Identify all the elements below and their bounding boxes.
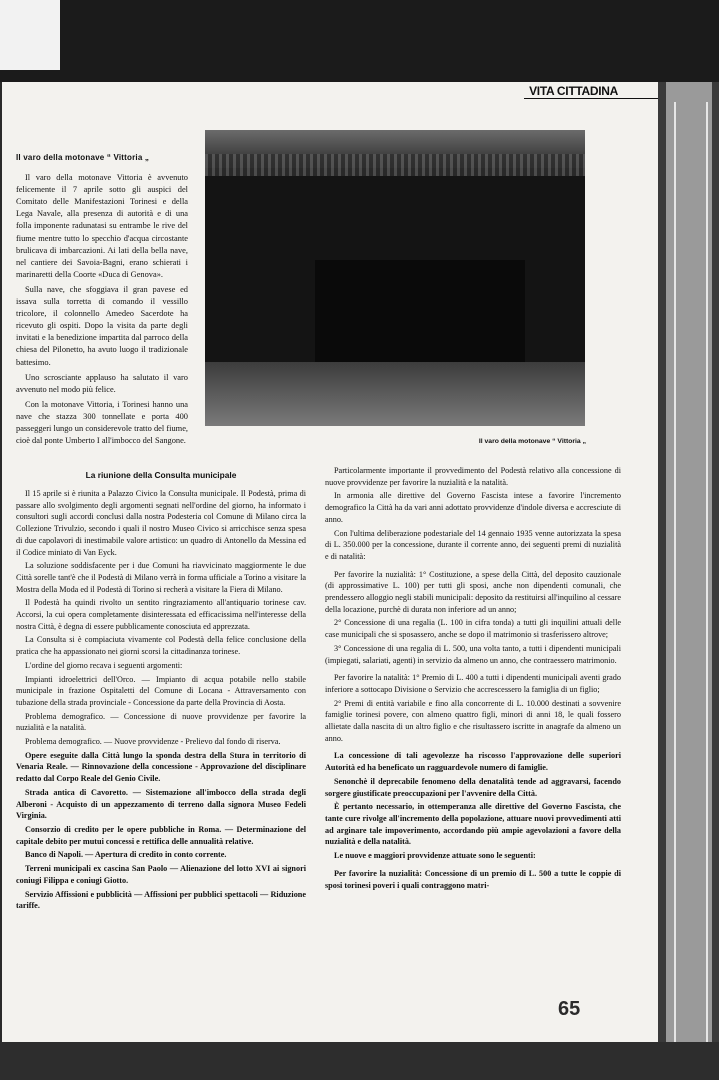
paragraph: Per favorire la nuzialità: Concessione di un premio di L. 500 a tutte le coppie di sposi torinesi poveri i quali contraggono matri- <box>325 868 621 890</box>
agenda-item: Banco di Napoli. — Apertura di credito in conto corrente. <box>25 850 227 860</box>
scan-top-border <box>0 0 719 82</box>
article-varo-title: Il varo della motonave “ Vittoria „ <box>16 153 150 162</box>
scan-bottom-border <box>0 1042 719 1080</box>
paragraph: 2° Concessione di una regalia (L. 100 in cifra tonda) a tutti gli inquilini attuali delle case municipali che si sposassero, anche se dopo il matrimonio si trasferissero altrove; <box>325 618 621 640</box>
article-consulta-left-column <box>16 488 306 914</box>
paragraph: Sulla nave, che sfoggiava il gran pavese ed issava sulla torretta di comando il vessillo tricolore, il colonnello Amedeo Sacerdote ha ricevuto gli ospiti. Dopo la visita da parte degli invitati e la benedizione impartita dal parroco della chiesa del Pilonetto, ha avuto luogo il tradizionale battesimo. <box>16 284 188 367</box>
paragraph: Il Podestà ha quindi rivolto un sentito ringraziamento all'antiquario torinese cav. Accorsi, la cui opera completamente disinteressata ed efficacissima nell'interesse della nostra Città, è degna di essere pubblicamente conosciuta ed apprezzata. <box>16 598 306 631</box>
adjacent-page-edge <box>658 82 719 1080</box>
photo-ground <box>205 362 585 426</box>
paragraph: In armonia alle direttive del Governo Fascista intese a favorire l'incremento demografico la Città ha da vari anni adottato provvidenze d'indole diversa e accresciute di anno. <box>325 491 621 524</box>
paragraph: 2° Premi di entità variabile e fino alla concorrente di L. 10.000 destinati a sovvenire famiglie torinesi povere, con almeno quattro figli, minori di anni 18, le quali fossero allietate dalla nascita di un altro figlio e che risultassero iscritte in anagrafe da almeno un anno. <box>325 698 621 743</box>
paragraph: La soluzione soddisfacente per i due Comuni ha riavvicinato maggiormente le due Città sorelle tant'è che il Podestà di Milano verrà in forma ufficiale a Torino a visitare la Mostra della Moda ed il Podestà di Torino si recherà a visitare la Fiera di Milano. <box>16 561 306 594</box>
paragraph: La concessione di tali agevolezze ha riscosso l'approvazione delle superiori Autorità ed ha beneficato un ragguardevole numero di famiglie. <box>325 751 621 773</box>
paragraph: Il 15 aprile si è riunita a Palazzo Civico la Consulta municipale. Il Podestà, prima di passare allo svolgimento degli argomenti segnati nell'ordine del giorno, ha informato i consultori sugli accordi conclusi dalla nostra Podesteria col Comune di Milano circa la Collezione Trivulzio, secondo i quali il nostro Museo Civico si arricchisce senza spesa di due capolavori di inestimabile valore artistico: un quadro di Antonello da Messina ed il Codice miniato di Van Eyck. <box>16 489 306 557</box>
section-header: VITA CITTADINA <box>529 84 618 98</box>
paragraph: Particolarmente importante il provvedimento del Podestà relativo alla concessione di nuove provvidenze per favorire la nuzialità e la natalità. <box>325 466 621 487</box>
paragraph: Con la motonave Vittoria, i Torinesi hanno una nave che stazza 300 tonnellate e porta 400 passeggeri lungo un considerevole tratto del fiume, cioè dal ponte Umberto I all'imbocco del Sangone. <box>16 399 188 446</box>
article-consulta-right-column <box>325 465 621 893</box>
paragraph: 3° Concessione di una regalia di L. 500, una volta tanto, a tutti i dipendenti municipali (impiegati, salariati, agenti) in servizio da almeno un anno, che contraessero matrimonio. <box>325 643 621 665</box>
agenda-item: Impianti idroelettrici dell'Orco. — Impianto di acqua potabile nello stabile municipale in frazione Ospitaletti del Comune di Locana - Attraversamento con tubazione della strada provinciale - Concessione da parte della Provincia di Aosta. <box>16 674 306 707</box>
paragraph: È pertanto necessario, in ottemperanza alle direttive del Governo Fascista, che tante cure rivolge all'incremento della popolazione, attuare nuovi provvedimenti atti ad arginare tale impoverimento, accordando più ampie agevolazioni a favore della nuzialità e della natalità. <box>325 802 621 847</box>
magazine-page <box>2 82 658 1042</box>
photo-caption: Il varo della motonave “ Vittoria „ <box>478 438 586 445</box>
agenda-item: Problema demografico. — Nuove provvidenze - Prelievo dal fondo di riserva. <box>25 737 281 747</box>
paragraph: Le nuove e maggiori provvidenze attuate sono le seguenti: <box>334 851 536 861</box>
paragraph: Senonchè il deprecabile fenomeno della denatalità tende ad aggravarsi, facendo sorgere giustificate preoccupazioni per l'avvenire della Città. <box>325 776 621 798</box>
article-varo <box>16 152 188 450</box>
agenda-item: Servizio Affissioni e pubblicità — Affissioni per pubblici spettacoli — Riduzione tariffe. <box>16 889 306 911</box>
header-rule <box>524 98 658 99</box>
photo-shore <box>205 154 585 176</box>
paragraph: L'ordine del giorno recava i seguenti argomenti: <box>25 660 183 670</box>
paragraph: La Consulta si è compiaciuta vivamente col Podestà della felice conclusione della pratica che ha appassionato nei giorni scorsi la cittadinanza torinese. <box>16 635 306 657</box>
agenda-item: Strada antica di Cavoretto. — Sistemazione all'imbocco della strada degli Alberoni - Acquisto di un appezzamento di terreno dalla signora Museo Fedeli Virginia. <box>16 787 306 821</box>
agenda-item: Terreni municipali ex cascina San Paolo — Alienazione del lotto XVI ai signori coniugi Filippa e coniugi Giotto. <box>16 864 306 885</box>
paragraph: Per favorire la nuzialità: 1° Costituzione, a spese della Città, del deposito cauzionale (di approssimative L. 100) per tutti gli sposi, anche non dipendenti comunali, che prendessero alloggio negli stabili municipali: deposito da restituirsi all'inquilino al cessare della locazione, purchè di durata non inferiore ad un anno; <box>325 569 621 614</box>
scan-top-corner <box>0 0 60 70</box>
page-edge-lines <box>674 102 708 1042</box>
agenda-item: Problema demografico. — Concessione di nuove provvidenze per favorire la nuzialità e la natalità. <box>16 711 306 733</box>
paragraph: Per favorire la natalità: 1° Premio di L. 400 a tutti i dipendenti municipali aventi grado inferiore a sottocapo Divisione o Servizio che accrescessero la famiglia di un figlio; <box>325 673 621 694</box>
paragraph: Il varo della motonave Vittoria è avvenuto felicemente il 7 aprile sotto gli auspici del Comitato delle Manifestazioni Torinesi e della Lega Navale, alla presenza di autorità e di una folla imponente radunatasi su entrambe le rive del fiume mentre tutto lo specchio d'acqua circostante brulicava di imbarcazioni. Ai lati della bella nave, nel cantiere dei Savoia-Bagni, erano schierati i marinaretti della Coorte «Duca di Genova». <box>16 173 188 279</box>
agenda-item: Consorzio di credito per le opere pubbliche in Roma. — Determinazione del capitale debito per mutui concessi e rettifica delle annualità relative. <box>16 824 306 846</box>
page-number: 65 <box>558 998 581 1020</box>
article-consulta-title: La riunione della Consulta municipale <box>85 470 237 480</box>
paragraph: Uno scrosciante applauso ha salutato il varo avvenuto nel modo più felice. <box>16 372 188 394</box>
paragraph: Con l'ultima deliberazione podestariale del 14 gennaio 1935 venne autorizzata la spesa di L. 350.000 per la concessione, durante il corrente anno, dei seguenti premi di nuzialità e di natalità: <box>325 528 621 561</box>
ship-launch-photo <box>205 130 585 426</box>
agenda-item: Opere eseguite dalla Città lungo la sponda destra della Stura in territorio di Venaria Reale. — Rinnovazione della concessione - Approvazione del disciplinare redatto dal Corpo Reale del Genio Civile. <box>16 750 306 784</box>
